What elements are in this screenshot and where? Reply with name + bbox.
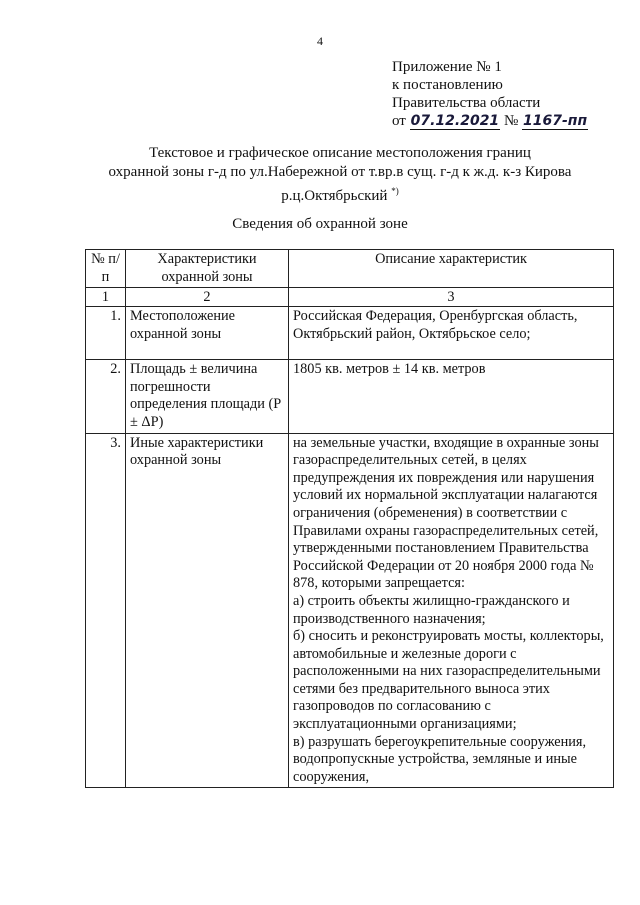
table-row [86,433,614,788]
page-number: 4 [317,34,323,48]
description-paragraph: на земельные участки, входящие в охранные зоны газораспределительных сетей, в целях предупреждения их повреждения или нарушения условий их нормальной эксплуатации налагаются ограничения (обременения) в соответствии с Правилами охраны газораспределительных сетей, утвержденными постановлением Правительства Российской Федерации от 20 ноября 2000 года № 878, которыми запрещается: [293,434,599,592]
title-line-1: Текстовое и графическое описание местоположения границ [149,145,531,161]
column-number-2: 2 [126,288,289,307]
row-description [289,360,614,433]
appendix-line-3: Правительства области [392,95,541,111]
appendix-line-2: к постановлению [392,77,503,93]
row-description [289,307,614,360]
row-number: 1. [86,307,126,360]
row-number: 2. [86,360,126,433]
description-paragraph: 1805 кв. метров ± 14 кв. метров [293,361,486,378]
row-description [289,433,614,788]
table-row [86,307,614,360]
description-paragraph: б) сносить и реконструировать мосты, коллекторы, автомобильные и железные дороги с расположенными на них газораспределительными сетями без предварительного выноса этих газопроводов по согласованию с эксплуатационными организациями; [293,628,604,733]
column-number-3: 3 [289,288,614,307]
header-number: № п/п [86,250,126,288]
date-prefix: от [392,113,406,129]
handwritten-number: 1167-пп [523,113,588,129]
appendix-date-line [392,112,622,130]
title-line-2: охранной зоны г-д по ул.Набережной от т.вр.в сущ. г-д к ж.д. к-з Кирова [108,164,572,180]
header-description: Описание характеристик [289,250,614,288]
title-line-3-text: р.ц.Октябрьский [281,188,388,204]
section-title: Сведения об охранной зоне [232,216,408,232]
footnote-mark: *) [391,186,399,196]
title-line-3 [80,182,600,206]
header-characteristics: Характеристики охранной зоны [126,250,289,288]
table-header-row [86,250,614,288]
handwritten-date: 07.12.2021 [410,113,500,129]
appendix-line-1: Приложение № 1 [392,59,502,75]
table-row [86,360,614,433]
column-numbers-row [86,288,614,307]
description-paragraph: Российская Федерация, Оренбургская область, Октябрьский район, Октябрьское село; [293,308,578,342]
row-characteristic: Местоположение охранной зоны [126,307,289,360]
row-characteristic: Иные характеристики охранной зоны [126,433,289,788]
column-number-1: 1 [86,288,126,307]
row-number: 3. [86,433,126,788]
number-prefix: № [503,113,519,129]
row-characteristic: Площадь ± величина погрешности определения площади (P ± ΔP) [126,360,289,433]
document-title [80,144,600,206]
zone-info-table [85,249,614,788]
description-paragraph: а) строить объекты жилищно-гражданского и производственного назначения; [293,592,570,627]
description-paragraph: в) разрушать берегоукрепительные сооружения, водопропускные устройства, земляные и иные сооружения, [293,733,587,785]
appendix-block [392,58,622,130]
